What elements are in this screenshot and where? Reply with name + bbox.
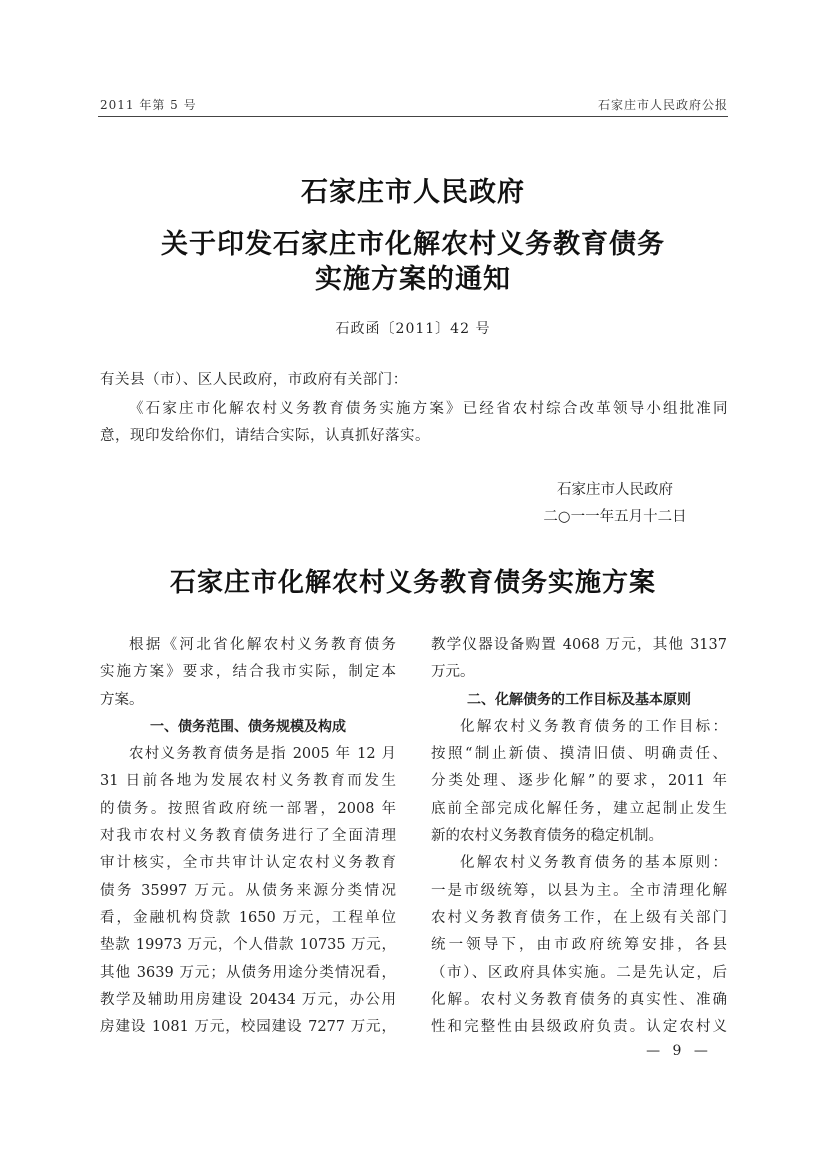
paragraph-line: 审计核实，全市共审计认定农村义务教育 [100, 855, 396, 872]
issue-label: 2011 年第 5 号 [100, 98, 197, 112]
left-column [100, 632, 396, 1041]
paragraph-line: 化解农村义务教育债务的工作目标： [460, 718, 727, 735]
paragraph-line: 农村义务教育债务是指 2005 年 12 月 [129, 746, 396, 763]
section-heading: 二、化解债务的工作目标及基本原则 [467, 691, 691, 708]
notice-title-line-2: 关于印发石家庄市化解农村义务教育债务 [161, 229, 665, 260]
paragraph-line: 化解农村义务教育债务的基本原则： [460, 855, 727, 872]
paragraph-line: 化解。农村义务教育债务的真实性、准确 [431, 991, 727, 1008]
notice-body-line-1: 《石家庄市化解农村义务教育债务实施方案》已经省农村综合改革领导小组批准同 [129, 401, 728, 417]
signer: 石家庄市人民政府 [557, 482, 673, 498]
paragraph-line: 方案。 [100, 691, 144, 708]
paragraph-line: 一是市级统筹，以县为主。全市清理化解 [431, 882, 727, 899]
paragraph-line: 债务 35997 万元。从债务来源分类情况 [100, 882, 396, 899]
page-number: — 9 — [646, 1043, 712, 1059]
paragraph-line: 农村义务教育债务工作，在上级有关部门 [431, 909, 727, 926]
notice-title-line-3: 实施方案的通知 [315, 264, 511, 295]
paragraph-line: 万元。 [431, 664, 475, 681]
paragraph-line: 看，金融机构贷款 1650 万元，工程单位 [100, 909, 396, 926]
paragraph-line: （市）、区政府具体实施。二是先认定，后 [431, 964, 727, 981]
paragraph-line: 性和完整性由县级政府负责。认定农村义 [431, 1019, 727, 1036]
paragraph-line: 垫款 19973 万元，个人借款 10735 万元， [100, 937, 396, 954]
signing-date: 二○一一年五月十二日 [543, 509, 687, 525]
paragraph-line: 对我市农村义务教育债务进行了全面清理 [100, 828, 396, 845]
section-heading: 一、债务范围、债务规模及构成 [150, 718, 346, 735]
paragraph-line: 统一领导下，由市政府统筹安排，各县 [431, 937, 727, 954]
paragraph-line: 新的农村义务教育债务的稳定机制。 [431, 828, 663, 845]
addressee: 有关县（市）、区人民政府，市政府有关部门： [100, 372, 408, 388]
plan-title: 石家庄市化解农村义务教育债务实施方案 [169, 568, 656, 598]
notice-body-line-2: 意，现印发给你们，请结合实际，认真抓好落实。 [100, 428, 430, 444]
paragraph-line: 教学及辅助用房建设 20434 万元，办公用 [100, 991, 396, 1008]
paragraph-line: 底前全部完成化解任务，建立起制止发生 [431, 800, 727, 817]
document-number: 石政函〔2011〕42 号 [335, 321, 491, 337]
paragraph-line: 实施方案》要求，结合我市实际，制定本 [100, 664, 396, 681]
notice-title-line-1: 石家庄市人民政府 [301, 177, 525, 208]
paragraph-line: 房建设 1081 万元，校园建设 7277 万元， [100, 1019, 396, 1036]
paragraph-line: 其他 3639 万元；从债务用途分类情况看， [100, 964, 396, 981]
paragraph-line: 31 日前各地为发展农村义务教育而发生 [100, 773, 396, 790]
publication-name: 石家庄市人民政府公报 [597, 98, 728, 112]
paragraph-line: 教学仪器设备购置 4068 万元，其他 3137 [431, 637, 727, 653]
paragraph-line: 的债务。按照省政府统一部署，2008 年 [100, 800, 396, 817]
header-rule [98, 116, 728, 117]
paragraph-line: 按照“制止新债、摸清旧债、明确责任、 [431, 746, 727, 763]
paragraph-line: 根据《河北省化解农村义务教育债务 [129, 637, 396, 653]
right-column [431, 632, 727, 1041]
paragraph-line: 分类处理、逐步化解”的要求，2011 年 [431, 773, 727, 790]
